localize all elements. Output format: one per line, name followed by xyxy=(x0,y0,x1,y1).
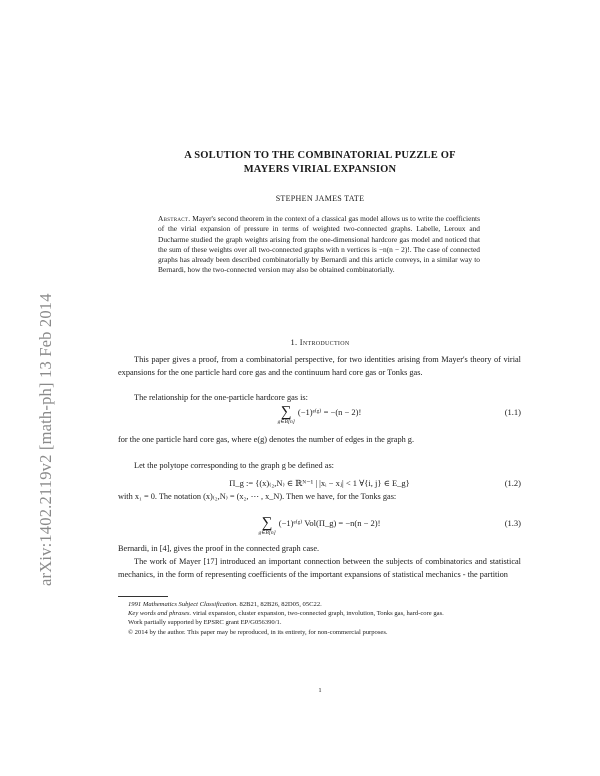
equation-number: (1.2) xyxy=(504,478,521,488)
footnote-copyright: © 2014 by the author. This paper may be reproduced, in its entirety, for non-commercial purposes. xyxy=(128,628,388,636)
page-number: 1 xyxy=(318,687,322,694)
equation-body: Π_g := {(x)₍₂,N₎ ∈ ℝᴺ⁻¹ | |xᵢ − xⱼ| < 1 ∀{i, j} ∈ E_g} xyxy=(229,478,410,488)
summation-symbol: ∑ g∈B[n] xyxy=(258,515,276,536)
paragraph-4: Let the polytope corresponding to the graph g be defined as: xyxy=(134,461,334,470)
equation-1-1 xyxy=(118,405,521,431)
footnote-rule xyxy=(118,596,168,597)
summation-symbol: ∑ g∈B[n] xyxy=(277,404,295,425)
title-line-2: MAYERS VIRIAL EXPANSION xyxy=(243,163,397,175)
abstract xyxy=(158,214,480,276)
footnote-keywords: Key words and phrases. virial expansion, cluster expansion, two-connected graph, involution, Tonks gas, hard-core gas. xyxy=(128,610,444,618)
paper-title xyxy=(110,149,530,176)
footnote-msc: 1991 Mathematics Subject Classification. 82B21, 82B26, 82D05, 05C22. xyxy=(128,601,322,608)
paragraph-2: The relationship for the one-particle hardcore gas is: xyxy=(134,393,308,402)
abstract-label: Abstract. xyxy=(158,214,191,223)
arxiv-identifier: arXiv:1402.2119v2 [math-ph] 13 Feb 2014 xyxy=(36,293,55,586)
section-heading: 1. Introduction xyxy=(290,338,350,347)
paragraph-1: This paper gives a proof, from a combinatorial perspective, for two identities arising from Mayer's theory of virial expansions for the one particle hard core gas and the continuum hard core gas or Tonks gas. xyxy=(118,355,521,377)
title-line-1: A SOLUTION TO THE COMBINATORIAL PUZZLE OF xyxy=(184,150,456,161)
paragraph-5: with x₁ = 0. The notation (x)₍₂,N₎ = (x₂, ⋯ , x_N). Then we have, for the Tonks gas: xyxy=(118,492,397,501)
paragraph-7: The work of Mayer [17] introduced an important connection between the subjects of combinatorics and statistical mechanics, in the form of representing coefficients of the important expansions of statistical mechanics - the partition xyxy=(118,557,521,579)
paragraph-3: for the one particle hard core gas, where e(g) denotes the number of edges in the graph g. xyxy=(118,435,415,444)
footnote-support: Work partially supported by EPSRC grant EP/G056390/1. xyxy=(128,619,282,627)
footnotes xyxy=(118,600,521,637)
equation-body: (−1)ᵉ⁽ᵍ⁾ Vol(Π_g) = −n(n − 2)! xyxy=(278,518,381,528)
author: STEPHEN JAMES TATE xyxy=(275,194,365,203)
equation-1-3 xyxy=(118,516,521,542)
equation-number: (1.1) xyxy=(504,407,521,417)
paragraph-6: Bernardi, in [4], gives the proof in the connected graph case. xyxy=(118,544,320,553)
equation-body: (−1)ᵉ⁽ᵍ⁾ = −(n − 2)! xyxy=(297,407,362,417)
equation-number: (1.3) xyxy=(504,518,521,528)
abstract-text: Mayer's second theorem in the context of a classical gas model allows us to write the coefficients of the virial expansion of pressure in terms of weighted two-connected graphs. Labelle, Leroux and Ducharme studied the graph weights arising from the one-dimensional hardcore gas model and noticed that the sum of these weights over all two-connected graphs with n vertices is −n(n − 2)!. The case of connected graphs has already been described combinatorially by Bernardi and this article conveys, in a similar way to Bernardi, how the two-connected version may also be obtained combinatorially. xyxy=(158,214,480,275)
